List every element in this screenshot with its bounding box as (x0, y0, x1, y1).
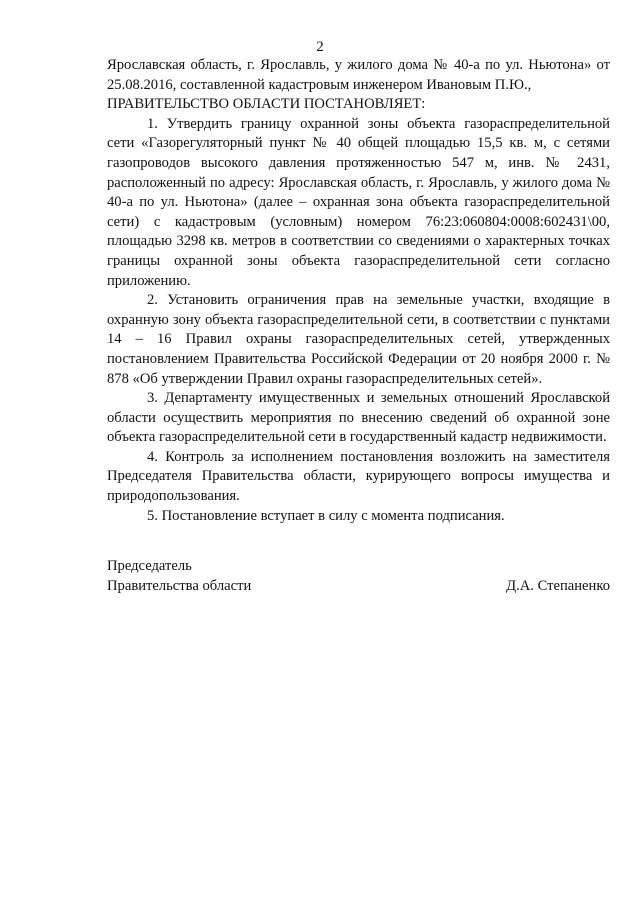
item-4: 4. Контроль за исполнением постановления возложить на заместителя Председателя Правительства области, курирующего вопросы имущества и природопользования. (107, 448, 610, 505)
item-2: 2. Установить ограничения прав на земельные участки, входящие в охранную зону объекта газораспределительной сети, в соответствии с пунктами 14 – 16 Правил охраны газораспределительных сетей, утвержденных постановлением Правительства Российской Федерации от 20 ноября 2000 г. № 878 «Об утверждении Правил охраны газораспределительных сетей». (107, 292, 610, 387)
item-5: 5. Постановление вступает в силу с момента подписания. (147, 507, 505, 524)
document-body (107, 56, 610, 526)
signatory-name: Д.А. Степаненко (506, 577, 610, 594)
resolution-heading: ПРАВИТЕЛЬСТВО ОБЛАСТИ ПОСТАНОВЛЯЕТ: (107, 96, 426, 113)
signatory-title-line1: Председатель (107, 558, 192, 574)
signature-block (107, 557, 610, 596)
item-3: 3. Департаменту имущественных и земельных отношений Ярославской области осуществить мероприятия по внесению сведений об охранной зоне объекта газораспределительной сети в государственный кадастр недвижимости. (107, 390, 610, 446)
item-1: 1. Утвердить границу охранной зоны объекта газораспределительной сети «Газорегуляторный пункт № 40 общей площадью 15,5 кв. м, с сетями газопроводов высокого давления протяженностью 547 м, инв. № 2431, расположенный по адресу: Ярославская область, г. Ярославль, у жилого дома № 40-а по ул. Ньютона» (далее – охранная зона объекта газораспределительной сети) с кадастровым (условным) номером 76:23:060804:0008:602431\00, площадью 3298 кв. метров в соответствии со сведениями о характерных точках границы охранной зоны объекта газораспределительной сети согласно приложению. (107, 115, 610, 289)
page-number: 2 (316, 39, 324, 55)
signatory-title-line2: Правительства области (107, 577, 252, 594)
intro-paragraph: Ярославская область, г. Ярославль, у жилого дома № 40-а по ул. Ньютона» от 25.08.2016, составленной кадастровым инженером Ивановым П.Ю., (107, 57, 610, 93)
